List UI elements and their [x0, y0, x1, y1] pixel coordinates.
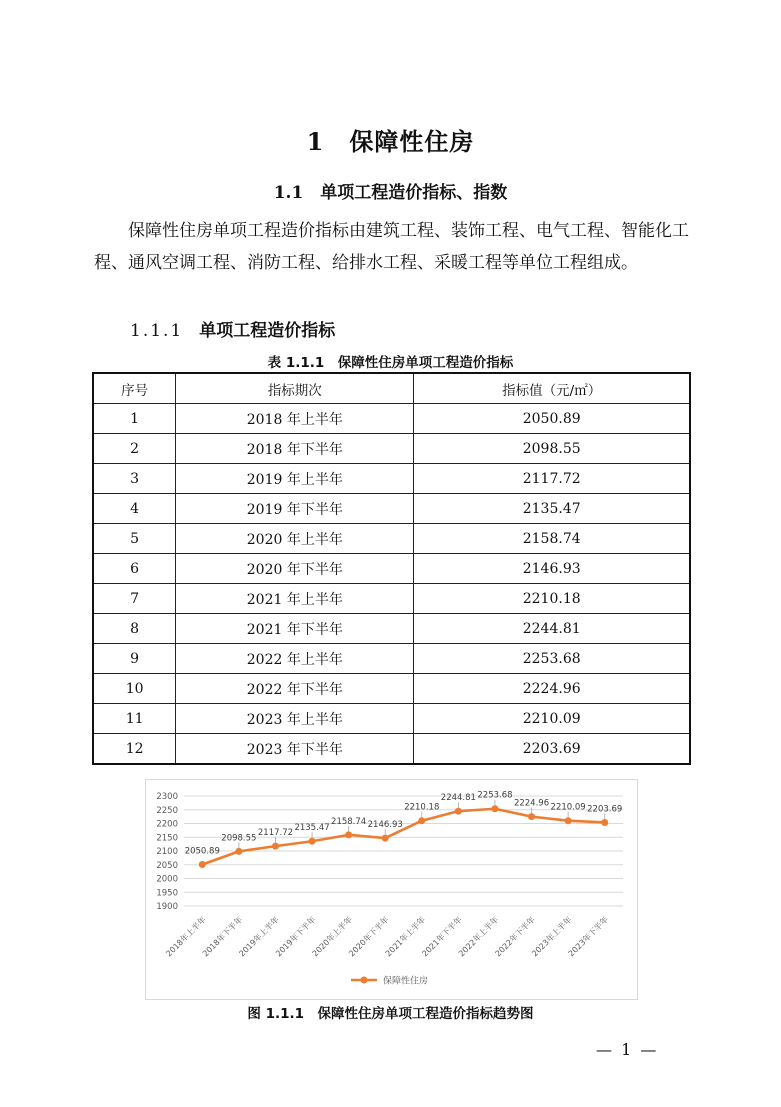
table-caption: 表 1.1.1 保障性住房单项工程造价指标 [267, 355, 514, 371]
data-point [272, 843, 279, 850]
cell-value: 2203.69 [414, 734, 690, 765]
cell-period: 2021 年下半年 [176, 614, 414, 644]
table-row [93, 644, 690, 674]
cell-seq: 8 [93, 614, 176, 644]
data-label: 2117.72 [257, 828, 294, 839]
x-tick-label: 2022年上半年 [456, 915, 501, 959]
data-label: 2050.89 [184, 846, 220, 857]
cell-seq: 6 [93, 554, 176, 584]
cell-value: 2210.09 [414, 704, 690, 734]
cell-period: 2022 年上半年 [176, 644, 414, 674]
data-point [235, 848, 242, 855]
table-row [93, 404, 690, 434]
x-tick-label: 2019年下半年 [274, 915, 318, 959]
intro-paragraph-text: 保障性住房单项工程造价指标由建筑工程、装饰工程、电气工程、智能化工程、通风空调工程、消防工程、给排水工程、采暖工程等单位工程组成。 [94, 221, 689, 273]
cell-seq: 10 [93, 674, 176, 704]
header-seq: 序号 [93, 373, 176, 404]
header-value: 指标值（元/㎡） [414, 373, 690, 404]
cell-seq: 12 [93, 734, 176, 765]
cell-value: 2146.93 [414, 554, 690, 584]
data-point [455, 808, 462, 815]
x-tick-label: 2019年上半年 [237, 915, 281, 959]
data-point [528, 813, 535, 820]
cell-seq: 3 [93, 464, 176, 494]
cell-seq: 7 [93, 584, 176, 614]
data-label: 2210.18 [404, 802, 440, 813]
data-point [345, 831, 352, 838]
data-label: 2135.47 [294, 823, 330, 834]
figure-caption: 图 1.1.1 保障性住房单项工程造价指标趋势图 [247, 1006, 534, 1022]
intro-paragraph [94, 215, 694, 279]
table-row [93, 434, 690, 464]
cell-seq: 9 [93, 644, 176, 674]
table-row [93, 464, 690, 494]
data-point [199, 861, 206, 868]
heading-3 [130, 316, 335, 341]
cell-value: 2244.81 [414, 614, 690, 644]
data-point [418, 817, 425, 824]
table-row [93, 614, 690, 644]
cell-value: 2158.74 [414, 524, 690, 554]
x-tick-label: 2020年下半年 [347, 915, 391, 959]
data-label: 2203.69 [587, 804, 623, 815]
y-tick-label: 2250 [156, 805, 178, 816]
heading-3-number: 1.1.1 [130, 321, 184, 341]
cell-period: 2023 年下半年 [176, 734, 414, 765]
data-point [601, 819, 608, 826]
x-tick-label: 2022年下半年 [493, 915, 537, 959]
x-tick-label: 2018年上半年 [164, 915, 208, 959]
data-label: 2146.93 [367, 820, 403, 831]
data-label: 2253.68 [477, 790, 513, 801]
cell-seq: 4 [93, 494, 176, 524]
data-label: 2210.09 [550, 802, 586, 813]
cell-seq: 11 [93, 704, 176, 734]
page-number: — 1 — [596, 1040, 659, 1059]
data-label: 2098.55 [221, 833, 257, 844]
heading-1: 1 保障性住房 [306, 127, 475, 156]
cell-seq: 2 [93, 434, 176, 464]
x-tick-label: 2023年上半年 [530, 915, 574, 959]
data-label: 2224.96 [513, 798, 550, 809]
x-tick-label: 2018年下半年 [200, 915, 245, 959]
cell-value: 2210.18 [414, 584, 690, 614]
y-tick-label: 2300 [156, 792, 178, 802]
cell-value: 2253.68 [414, 644, 690, 674]
cell-period: 2019 年上半年 [176, 464, 414, 494]
cell-period: 2020 年下半年 [176, 554, 414, 584]
y-tick-label: 2050 [156, 860, 178, 871]
cell-period: 2018 年上半年 [176, 404, 414, 434]
trend-chart-svg [146, 780, 637, 999]
cell-period: 2022 年下半年 [176, 674, 414, 704]
y-tick-label: 1950 [156, 888, 178, 899]
heading-2: 1.1 单项工程造价指标、指数 [273, 183, 508, 203]
table-row [93, 524, 690, 554]
table-row [93, 554, 690, 584]
cell-seq: 5 [93, 524, 176, 554]
cell-period: 2021 年上半年 [176, 584, 414, 614]
data-point [565, 817, 572, 824]
y-tick-label: 1900 [156, 902, 178, 912]
cell-seq: 1 [93, 404, 176, 434]
data-point [382, 835, 389, 842]
table-row [93, 734, 690, 765]
table-header-row [93, 373, 690, 404]
index-table [92, 372, 691, 765]
table-row [93, 674, 690, 704]
cell-period: 2023 年上半年 [176, 704, 414, 734]
trend-chart [145, 779, 638, 1000]
cell-period: 2020 年上半年 [176, 524, 414, 554]
cell-value: 2050.89 [414, 404, 690, 434]
cell-value: 2224.96 [414, 674, 690, 704]
y-tick-label: 2200 [156, 819, 178, 830]
y-tick-label: 2000 [156, 874, 178, 885]
table-row [93, 584, 690, 614]
x-tick-label: 2021年下半年 [420, 915, 464, 959]
data-point [491, 805, 498, 812]
legend-label: 保障性住房 [383, 976, 429, 987]
data-label: 2244.81 [440, 793, 476, 804]
cell-value: 2117.72 [414, 464, 690, 494]
x-tick-label: 2021年上半年 [383, 915, 428, 959]
data-point [309, 838, 316, 845]
data-label: 2158.74 [331, 816, 367, 827]
cell-period: 2018 年下半年 [176, 434, 414, 464]
heading-3-title: 单项工程造价指标 [199, 321, 336, 341]
table-row [93, 494, 690, 524]
cell-value: 2098.55 [414, 434, 690, 464]
x-tick-label: 2023年下半年 [566, 915, 611, 959]
cell-period: 2019 年下半年 [176, 494, 414, 524]
table-row [93, 704, 690, 734]
legend-marker [361, 977, 368, 984]
x-tick-label: 2020年上半年 [310, 915, 355, 959]
y-tick-label: 2100 [156, 847, 178, 857]
header-period: 指标期次 [176, 373, 414, 404]
y-tick-label: 2150 [156, 833, 178, 844]
cell-value: 2135.47 [414, 494, 690, 524]
